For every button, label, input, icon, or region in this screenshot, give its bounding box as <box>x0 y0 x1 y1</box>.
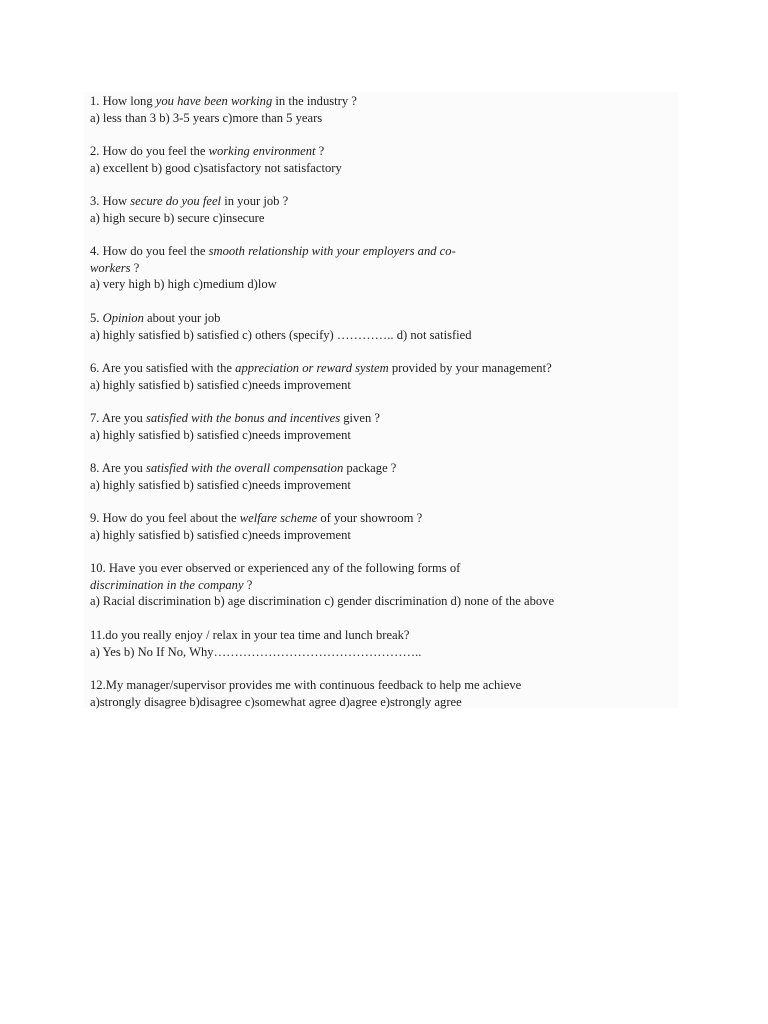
question-segment: ? <box>130 260 140 275</box>
answer-options: a) high secure b) secure c)insecure <box>90 210 265 225</box>
question-emphasis: Opinion <box>102 310 144 325</box>
questionnaire <box>90 93 680 727</box>
question-item <box>90 93 680 126</box>
question-item <box>90 677 680 710</box>
question-segment: ? <box>243 577 253 592</box>
question-emphasis: smooth relationship with your employers and co- <box>208 244 456 259</box>
question-emphasis: satisfied with the overall compensation <box>145 461 344 476</box>
question-text <box>90 310 680 327</box>
question-item <box>90 627 680 660</box>
question-segment: 1. How long <box>90 94 156 108</box>
answer-options: a)strongly disagree b)disagree c)somewhat agree d)agree e)strongly agree <box>90 694 462 709</box>
question-text <box>90 260 680 277</box>
answer-options: a) highly satisfied b) satisfied c)needs improvement <box>90 427 351 442</box>
question-text <box>90 410 680 427</box>
question-item <box>90 410 680 443</box>
question-emphasis: secure do you feel <box>130 194 222 209</box>
question-item <box>90 243 680 293</box>
question-segment: 10. Have you ever observed or experienced any of the following forms of <box>90 561 461 576</box>
question-emphasis: welfare scheme <box>239 511 318 526</box>
answer-options: a) less than 3 b) 3-5 years c)more than 5 years <box>90 110 323 125</box>
question-item <box>90 193 680 226</box>
answer-options: a) highly satisfied b) satisfied c)needs improvement <box>90 377 351 392</box>
question-segment: 2. How do you feel the <box>90 144 209 159</box>
question-text <box>90 510 680 527</box>
answer-options: a) highly satisfied b) satisfied c)needs improvement <box>90 527 351 542</box>
question-segment: 4. How do you feel the <box>90 244 209 259</box>
question-segment: package ? <box>343 461 397 476</box>
question-emphasis: workers <box>90 260 131 275</box>
answer-options: a) very high b) high c)medium d)low <box>90 277 277 292</box>
question-emphasis: satisfied with the bonus and incentives <box>145 411 341 426</box>
question-text <box>90 627 680 644</box>
question-segment: 3. How <box>90 194 131 209</box>
question-text <box>90 360 680 377</box>
question-emphasis: working environment <box>208 144 316 159</box>
question-segment: given ? <box>340 411 380 426</box>
question-text <box>90 243 680 260</box>
question-segment: 7. Are you <box>90 411 146 426</box>
question-segment: of your showroom ? <box>317 511 423 526</box>
question-text <box>90 677 680 694</box>
question-text <box>90 143 680 160</box>
question-segment: 9. How do you feel about the <box>90 511 240 526</box>
question-text <box>90 577 680 594</box>
question-item <box>90 360 680 393</box>
question-emphasis: appreciation or reward system <box>235 360 389 375</box>
question-segment: provided by your management? <box>388 360 552 375</box>
question-item <box>90 560 680 610</box>
question-item <box>90 510 680 543</box>
question-text <box>90 560 680 577</box>
answer-options: a) highly satisfied b) satisfied c) others (specify) ………….. d) not satisfied <box>90 327 472 342</box>
question-segment: 8. Are you <box>90 461 146 476</box>
question-segment: in the industry ? <box>272 94 357 108</box>
question-emphasis: you have been working <box>155 94 273 108</box>
question-text <box>90 93 680 110</box>
question-text <box>90 460 680 477</box>
question-item <box>90 143 680 176</box>
question-segment: 6. Are you satisfied with the <box>90 360 236 375</box>
question-emphasis: discrimination in the company <box>90 577 244 592</box>
question-segment: about your job <box>143 310 221 325</box>
question-segment: 5. <box>90 310 103 325</box>
answer-options: a) Yes b) No If No, Why………………………………………….. <box>90 644 422 659</box>
answer-options: a) highly satisfied b) satisfied c)needs improvement <box>90 477 351 492</box>
question-segment: 12.My manager/supervisor provides me with continuous feedback to help me achieve <box>90 678 522 693</box>
question-segment: 11.do you really enjoy / relax in your tea time and lunch break? <box>90 627 410 642</box>
question-text <box>90 193 680 210</box>
answer-options: a) excellent b) good c)satisfactory not satisfactory <box>90 160 342 175</box>
question-item <box>90 310 680 343</box>
question-item <box>90 460 680 493</box>
question-segment: ? <box>315 144 325 159</box>
answer-options: a) Racial discrimination b) age discrimination c) gender discrimination d) none of the above <box>90 594 555 609</box>
question-segment: in your job ? <box>221 194 289 209</box>
